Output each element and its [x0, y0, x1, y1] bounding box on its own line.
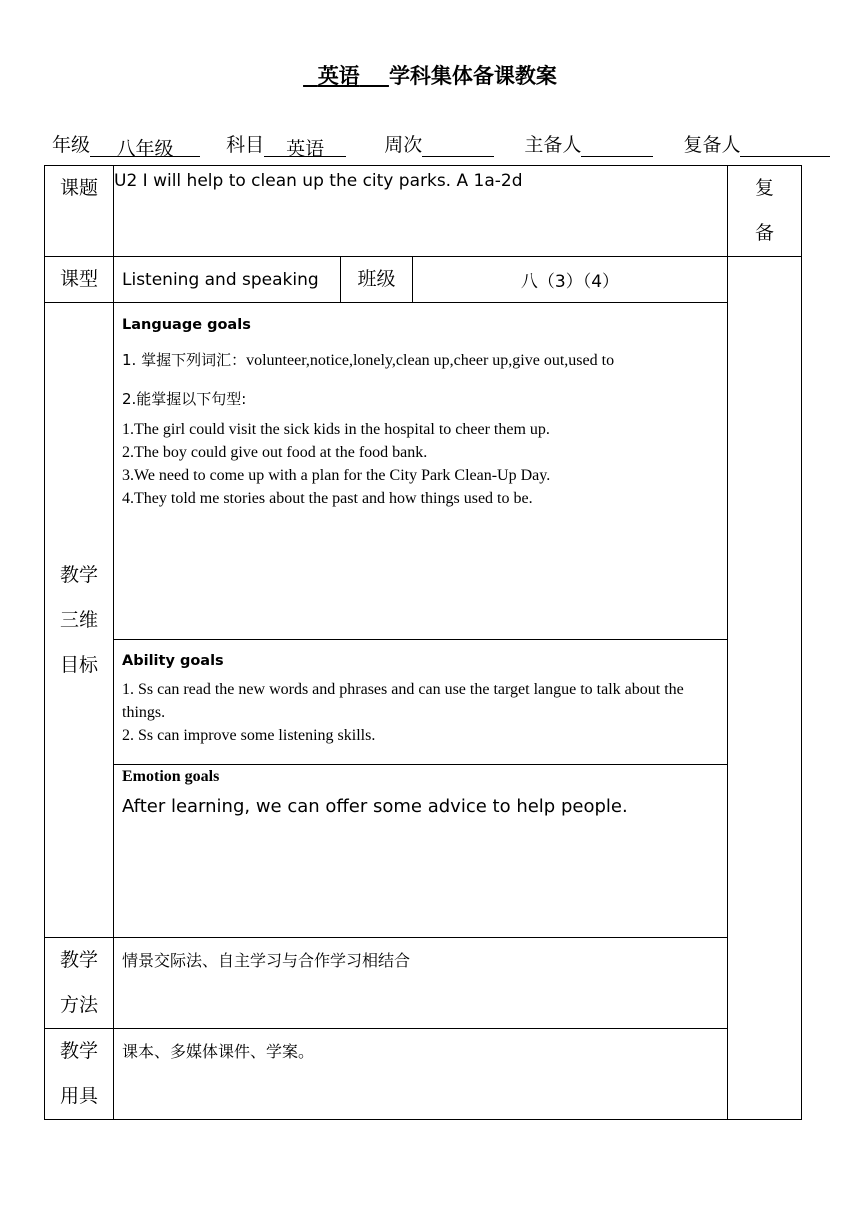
tools-label: 教学 用具 — [45, 1029, 114, 1120]
review-column — [728, 257, 802, 1120]
header-meta — [52, 130, 830, 160]
list-item: 4.They told me stories about the past and how things used to be. — [122, 490, 533, 507]
emotion-goals-cell — [114, 765, 728, 938]
type-value: Listening and speaking — [114, 257, 341, 303]
grade-label: 年级 — [52, 134, 91, 156]
page-title — [0, 60, 860, 90]
week-label: 周次 — [384, 134, 423, 156]
language-goals-heading: Language goals — [122, 317, 251, 333]
week-field — [422, 134, 494, 157]
language-goals-patterns: 2.能掌握以下句型: — [122, 390, 247, 408]
language-goals-cell — [114, 303, 728, 640]
type-label: 课型 — [45, 257, 114, 303]
topic-value: U2 I will help to clean up the city parks. A 1a-2d — [114, 166, 728, 257]
sentence-list — [122, 418, 719, 510]
review-column-header: 复 备 — [728, 166, 802, 257]
list-item: 2.The boy could give out food at the food bank. — [122, 444, 428, 461]
emotion-goals-text: After learning, we can offer some advice to help people. — [122, 796, 628, 817]
class-label: 班级 — [341, 257, 413, 303]
topic-label: 课题 — [45, 166, 114, 257]
goals-label: 教学 三维 目标 — [45, 303, 114, 938]
list-item: 2. Ss can improve some listening skills. — [122, 727, 376, 744]
emotion-goals-heading: Emotion goals — [122, 768, 220, 785]
lesson-plan-table — [44, 165, 802, 1120]
grade-field: 八年级 — [90, 134, 200, 157]
ability-goals-cell — [114, 640, 728, 765]
title-subject: 英语 — [317, 64, 360, 88]
ability-goals-heading: Ability goals — [122, 653, 224, 669]
review-label: 复备人 — [683, 134, 741, 156]
list-item: 1. Ss can read the new words and phrases and can use the target langue to talk about the things. — [122, 681, 684, 721]
method-label: 教学 方法 — [45, 938, 114, 1029]
lead-label: 主备人 — [524, 134, 582, 156]
list-item: 1.The girl could visit the sick kids in the hospital to cheer them up. — [122, 421, 550, 438]
ability-list — [122, 678, 719, 747]
list-item: 3.We need to come up with a plan for the City Park Clean-Up Day. — [122, 467, 551, 484]
subject-label: 科目 — [226, 134, 265, 156]
method-value: 情景交际法、自主学习与合作学习相结合 — [114, 938, 728, 1029]
tools-value: 课本、多媒体课件、学案。 — [114, 1029, 728, 1120]
title-rest: 学科集体备课教案 — [388, 64, 557, 88]
review-field — [740, 134, 830, 157]
language-goals-vocab: 1. 掌握下列词汇：volunteer,notice,lonely,clean up,cheer up,give out,used to — [122, 351, 615, 369]
subject-field: 英语 — [264, 134, 346, 157]
class-value: 八（3）（4） — [413, 257, 728, 303]
lead-field — [581, 134, 653, 157]
